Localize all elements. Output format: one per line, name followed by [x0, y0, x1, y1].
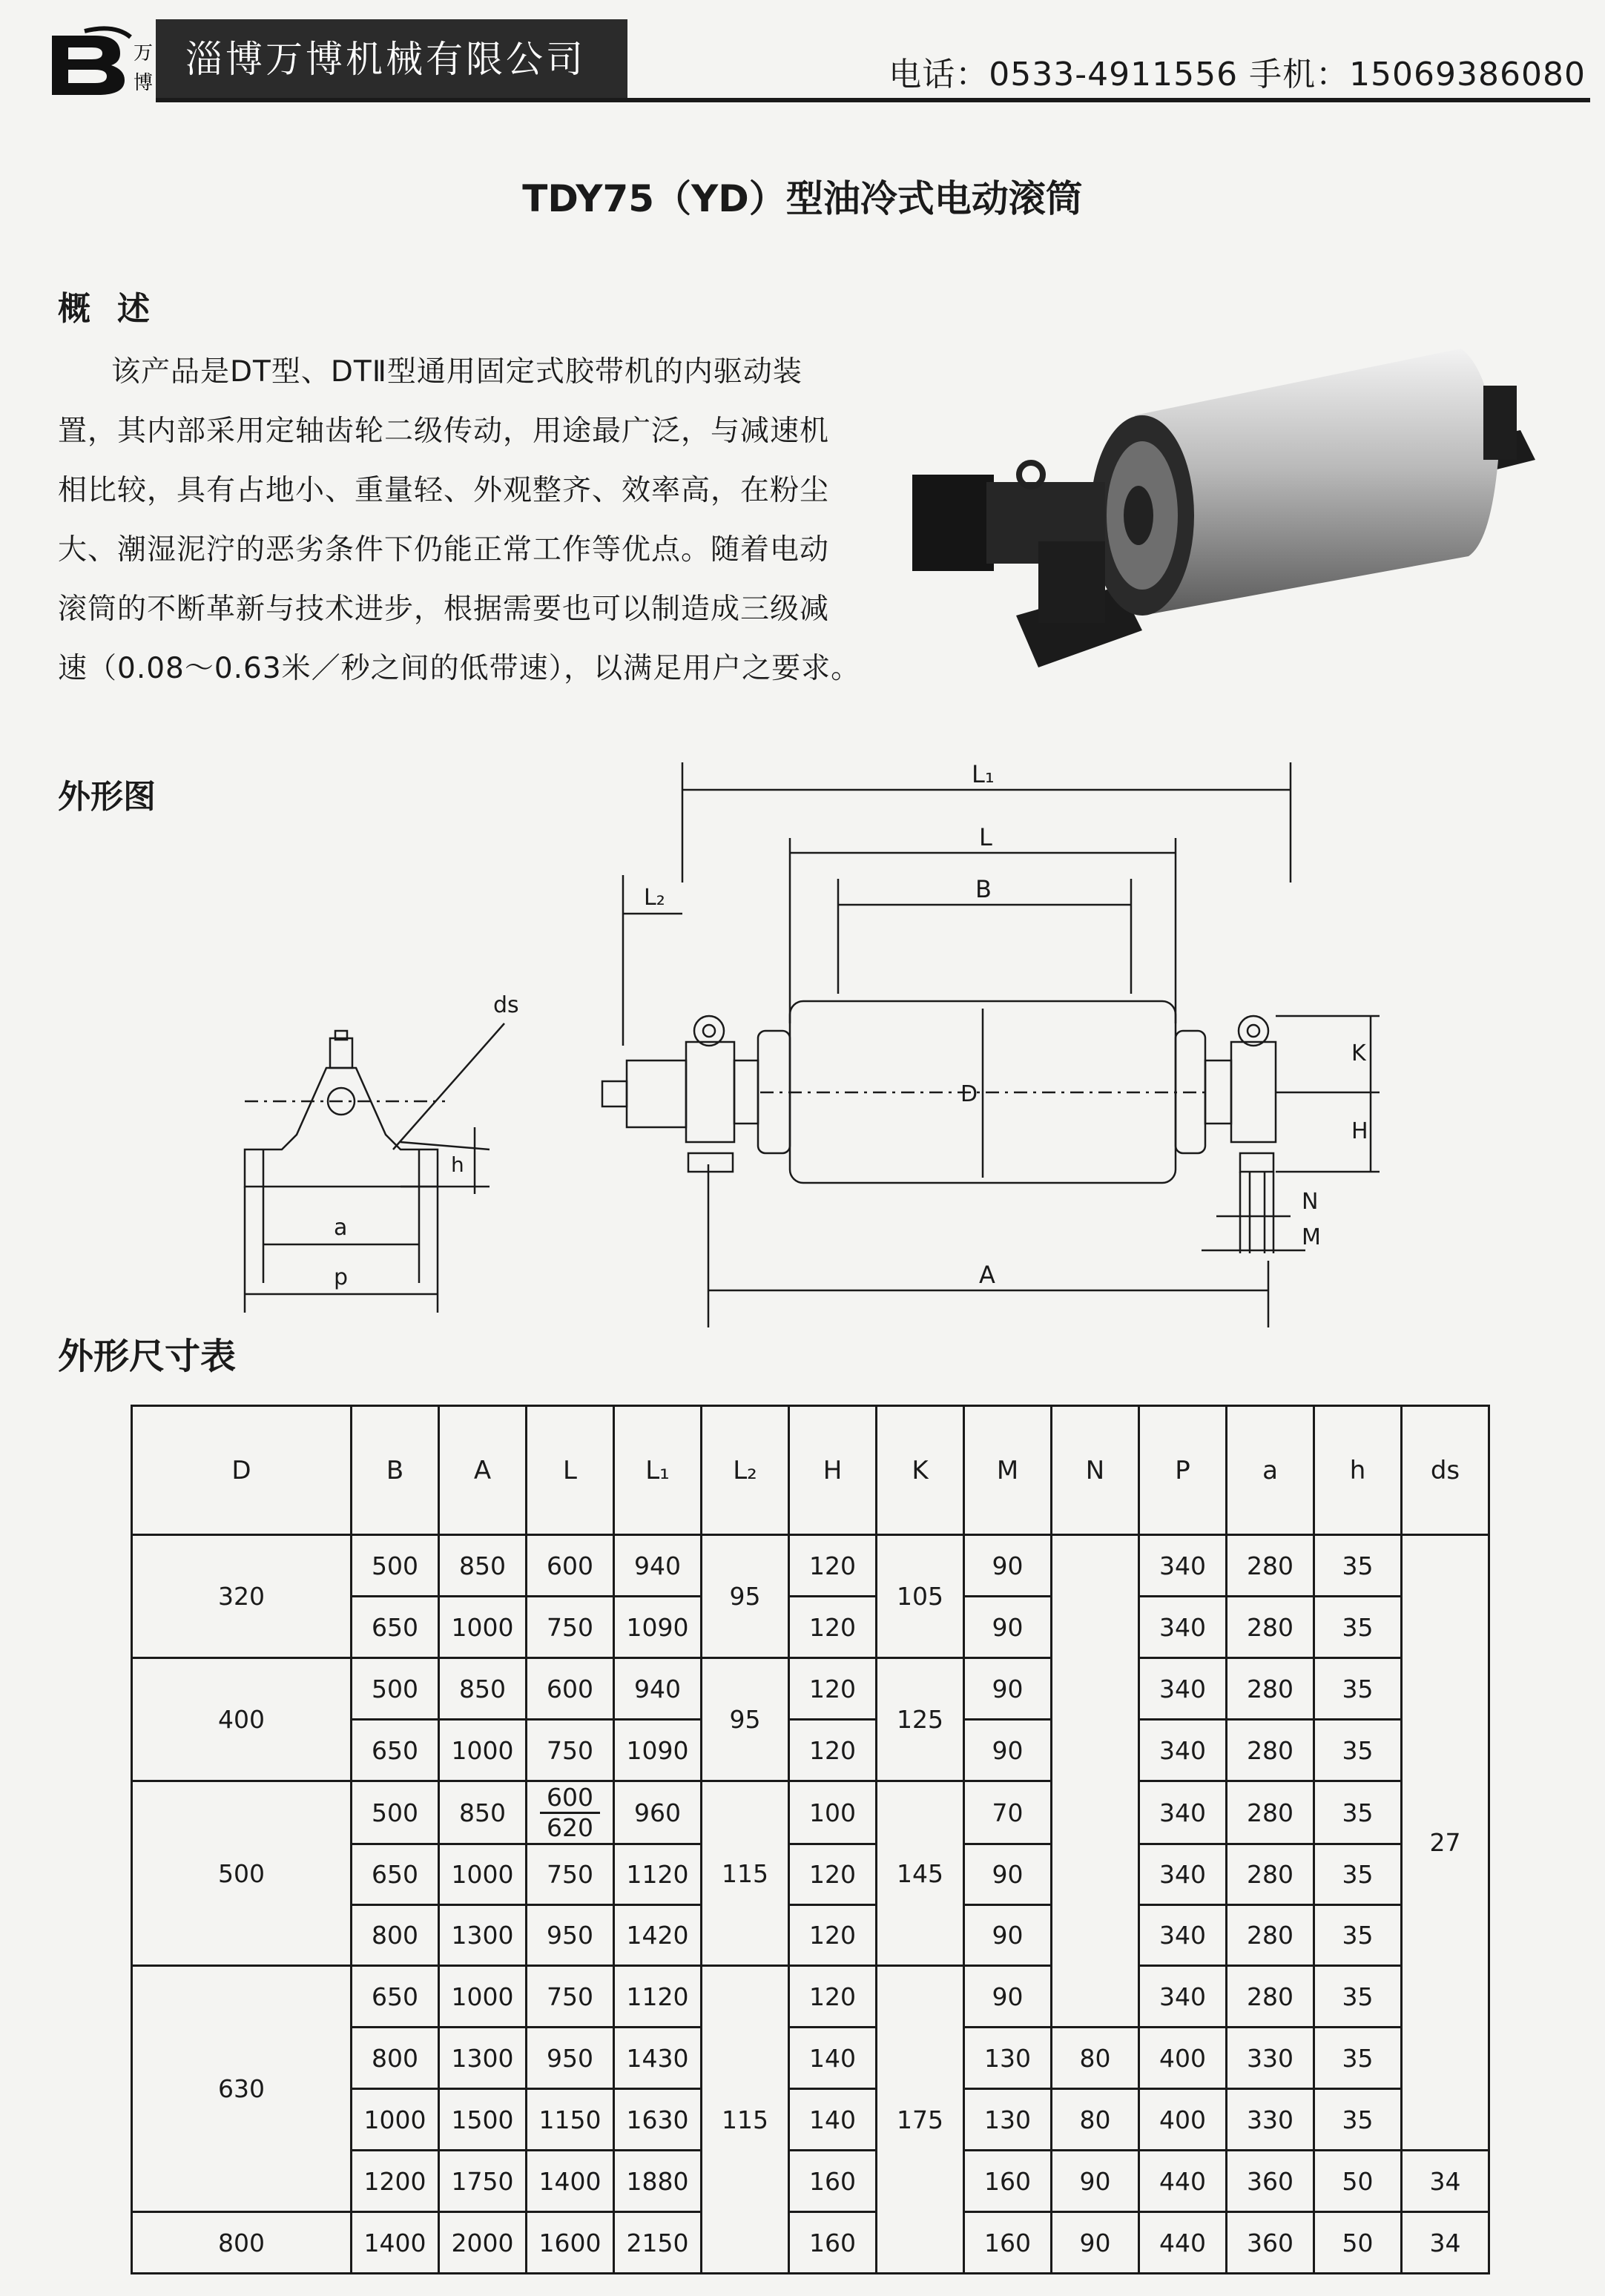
cell-L-lower: 620 [547, 1812, 593, 1842]
cell-H: 160 [789, 2212, 877, 2274]
cell-M: 70 [964, 1781, 1052, 1844]
col-header: K [877, 1406, 964, 1535]
cell-L2: 115 [702, 1966, 789, 2274]
table-row [132, 2212, 1489, 2274]
table-row [132, 1781, 1489, 1844]
cell-N: 90 [1052, 2212, 1139, 2274]
cell-h: 50 [1314, 2212, 1402, 2274]
cell-A: 2000 [439, 2212, 527, 2274]
cell-L: 750 [527, 1966, 614, 2028]
cell-L1: 1090 [614, 1720, 702, 1781]
cell-h: 35 [1314, 1781, 1402, 1844]
cell-B: 1200 [352, 2151, 439, 2212]
header-rule [156, 98, 1590, 102]
cell-L: 950 [527, 2028, 614, 2089]
cell-A: 1750 [439, 2151, 527, 2212]
dim-B: B [975, 875, 992, 903]
outline-drawing [223, 749, 1409, 1342]
cell-A: 1000 [439, 1720, 527, 1781]
cell-P: 440 [1139, 2151, 1227, 2212]
table-heading: 外形尺寸表 [58, 1336, 237, 1377]
table-row [132, 1535, 1489, 1597]
overview-line-6: 速（0.08～0.63米／秒之间的低带速），以满足用户之要求。 [58, 652, 861, 685]
overview-line-5: 滚筒的不断革新与技术进步，根据需要也可以制造成三级减 [58, 593, 830, 626]
cell-L: 750 [527, 1844, 614, 1905]
cell-L1: 1630 [614, 2089, 702, 2151]
cell-M: 90 [964, 1658, 1052, 1720]
dim-H: H [1351, 1118, 1368, 1144]
cell-H: 120 [789, 1535, 877, 1597]
company-name: 淄博万博机械有限公司 [185, 38, 586, 81]
cell-P: 340 [1139, 1966, 1227, 2028]
overview-line-1: 该产品是DT型、DTⅡ型通用固定式胶带机的内驱动装 [111, 355, 802, 389]
cell-M: 90 [964, 1966, 1052, 2028]
cell-h: 35 [1314, 2028, 1402, 2089]
col-header: N [1052, 1406, 1139, 1535]
cell-L2: 95 [702, 1535, 789, 1658]
cell-P: 400 [1139, 2028, 1227, 2089]
logo-char-top: 万 [134, 42, 154, 65]
cell-H: 120 [789, 1966, 877, 2028]
cell-M: 90 [964, 1720, 1052, 1781]
cell-ds: 34 [1402, 2212, 1489, 2274]
cell-a: 280 [1227, 1658, 1314, 1720]
dim-p: p [334, 1264, 349, 1290]
dim-L1: L₁ [972, 760, 995, 788]
cell-L1: 940 [614, 1658, 702, 1720]
table-row [132, 1966, 1489, 2028]
cell-A: 850 [439, 1535, 527, 1597]
cell-N: 80 [1052, 2028, 1139, 2089]
motorized-pulley-photo [897, 319, 1543, 675]
cell-A: 1000 [439, 1966, 527, 2028]
cell-K: 105 [877, 1535, 964, 1658]
cell-D: 630 [132, 1966, 352, 2212]
cell-L2: 95 [702, 1658, 789, 1781]
cell-a: 280 [1227, 1905, 1314, 1966]
cell-L: 950 [527, 1905, 614, 1966]
col-header: L₂ [702, 1406, 789, 1535]
cell-a: 330 [1227, 2089, 1314, 2151]
col-header: B [352, 1406, 439, 1535]
cell-L: 750 [527, 1597, 614, 1658]
col-header: D [132, 1406, 352, 1535]
cell-D: 320 [132, 1535, 352, 1658]
cell-H: 120 [789, 1720, 877, 1781]
cell-B: 500 [352, 1781, 439, 1844]
cell-D: 800 [132, 2212, 352, 2274]
cell-A: 1000 [439, 1597, 527, 1658]
cell-P: 340 [1139, 1844, 1227, 1905]
dim-a: a [334, 1215, 348, 1241]
cell-H: 140 [789, 2089, 877, 2151]
cell-H: 120 [789, 1597, 877, 1658]
outline-heading: 外形图 [58, 778, 156, 816]
cell-M: 130 [964, 2028, 1052, 2089]
cell-h: 50 [1314, 2151, 1402, 2212]
dim-h: h [451, 1152, 464, 1177]
cell-B: 650 [352, 1720, 439, 1781]
cell-B: 800 [352, 1905, 439, 1966]
dim-D: D [960, 1081, 978, 1107]
cell-L2: 115 [702, 1781, 789, 1966]
col-header: M [964, 1406, 1052, 1535]
cell-a: 360 [1227, 2151, 1314, 2212]
col-header: ds [1402, 1406, 1489, 1535]
cell-N: 90 [1052, 2151, 1139, 2212]
cell-K: 175 [877, 1966, 964, 2274]
cell-D: 500 [132, 1781, 352, 1966]
cell-P: 440 [1139, 2212, 1227, 2274]
cell-L: 1400 [527, 2151, 614, 2212]
cell-P: 340 [1139, 1597, 1227, 1658]
cell-a: 360 [1227, 2212, 1314, 2274]
cell-A: 1300 [439, 1905, 527, 1966]
cell-a: 280 [1227, 1966, 1314, 2028]
cell-B: 1000 [352, 2089, 439, 2151]
cell-L1: 1420 [614, 1905, 702, 1966]
logo-char-bottom: 博 [134, 72, 154, 94]
cell-M: 90 [964, 1905, 1052, 1966]
cell-L: 600 [527, 1535, 614, 1597]
cell-L1: 960 [614, 1781, 702, 1844]
page-title: TDY75（YD）型油冷式电动滚筒 [522, 177, 1083, 220]
col-header: h [1314, 1406, 1402, 1535]
cell-a: 280 [1227, 1781, 1314, 1844]
cell-P: 340 [1139, 1720, 1227, 1781]
cell-L-upper: 600 [540, 1784, 600, 1814]
company-logo [43, 22, 154, 99]
cell-a: 280 [1227, 1844, 1314, 1905]
cell-L-split [527, 1781, 614, 1844]
cell-ds: 34 [1402, 2151, 1489, 2212]
cell-P: 340 [1139, 1905, 1227, 1966]
col-header: H [789, 1406, 877, 1535]
dim-M: M [1302, 1224, 1321, 1250]
cell-L: 1150 [527, 2089, 614, 2151]
col-header: a [1227, 1406, 1314, 1535]
cell-h: 35 [1314, 1905, 1402, 1966]
overview-heading: 概述 [58, 290, 177, 328]
cell-M: 90 [964, 1597, 1052, 1658]
cell-A: 1300 [439, 2028, 527, 2089]
cell-L: 600 [527, 1658, 614, 1720]
cell-H: 120 [789, 1905, 877, 1966]
overview-line-3: 相比较，具有占地小、重量轻、外观整齐、效率高，在粉尘 [58, 474, 830, 507]
overview-line-2: 置，其内部采用定轴齿轮二级传动，用途最广泛，与减速机 [58, 415, 830, 448]
table-row [132, 1658, 1489, 1720]
cell-K: 125 [877, 1658, 964, 1781]
dim-K: K [1351, 1040, 1366, 1066]
cell-h: 35 [1314, 1658, 1402, 1720]
cell-L1: 2150 [614, 2212, 702, 2274]
cell-L1: 1430 [614, 2028, 702, 2089]
cell-P: 400 [1139, 2089, 1227, 2151]
dimension-table [131, 1405, 1490, 2274]
cell-P: 340 [1139, 1658, 1227, 1720]
overview-line-4: 大、潮湿泥泞的恶劣条件下仍能正常工作等优点。随着电动 [58, 533, 830, 567]
cell-M: 90 [964, 1844, 1052, 1905]
dim-A: A [979, 1261, 995, 1289]
cell-H: 100 [789, 1781, 877, 1844]
cell-N [1052, 1535, 1139, 2028]
cell-M: 130 [964, 2089, 1052, 2151]
cell-A: 1500 [439, 2089, 527, 2151]
cell-B: 1400 [352, 2212, 439, 2274]
cell-L1: 1120 [614, 1966, 702, 2028]
cell-ds: 27 [1402, 1535, 1489, 2151]
cell-P: 340 [1139, 1781, 1227, 1844]
col-header: L₁ [614, 1406, 702, 1535]
cell-L1: 1120 [614, 1844, 702, 1905]
cell-a: 280 [1227, 1535, 1314, 1597]
cell-M: 90 [964, 1535, 1052, 1597]
cell-h: 35 [1314, 1535, 1402, 1597]
contact-info: 电话：0533-4911556 手机：15069386080 [889, 56, 1586, 93]
cell-L1: 1090 [614, 1597, 702, 1658]
cell-H: 120 [789, 1658, 877, 1720]
cell-B: 650 [352, 1844, 439, 1905]
cell-B: 650 [352, 1597, 439, 1658]
cell-B: 500 [352, 1658, 439, 1720]
cell-L1: 940 [614, 1535, 702, 1597]
cell-H: 120 [789, 1844, 877, 1905]
dim-L2: L₂ [644, 885, 665, 911]
cell-N: 80 [1052, 2089, 1139, 2151]
cell-h: 35 [1314, 1597, 1402, 1658]
cell-a: 280 [1227, 1720, 1314, 1781]
cell-M: 160 [964, 2212, 1052, 2274]
cell-B: 800 [352, 2028, 439, 2089]
col-header: L [527, 1406, 614, 1535]
col-header: P [1139, 1406, 1227, 1535]
cell-a: 330 [1227, 2028, 1314, 2089]
cell-K: 145 [877, 1781, 964, 1966]
cell-h: 35 [1314, 2089, 1402, 2151]
cell-A: 850 [439, 1658, 527, 1720]
cell-a: 280 [1227, 1597, 1314, 1658]
cell-H: 140 [789, 2028, 877, 2089]
table-header-row [132, 1406, 1489, 1535]
cell-H: 160 [789, 2151, 877, 2212]
cell-B: 500 [352, 1535, 439, 1597]
dim-ds: ds [493, 992, 519, 1018]
cell-M: 160 [964, 2151, 1052, 2212]
cell-L1: 1880 [614, 2151, 702, 2212]
cell-A: 850 [439, 1781, 527, 1844]
cell-h: 35 [1314, 1720, 1402, 1781]
cell-P: 340 [1139, 1535, 1227, 1597]
cell-h: 35 [1314, 1844, 1402, 1905]
cell-B: 650 [352, 1966, 439, 2028]
cell-h: 35 [1314, 1966, 1402, 2028]
cell-L: 1600 [527, 2212, 614, 2274]
cell-A: 1000 [439, 1844, 527, 1905]
cell-L: 750 [527, 1720, 614, 1781]
col-header: A [439, 1406, 527, 1535]
cell-D: 400 [132, 1658, 352, 1781]
dim-N: N [1302, 1189, 1319, 1215]
dim-L: L [979, 823, 992, 851]
